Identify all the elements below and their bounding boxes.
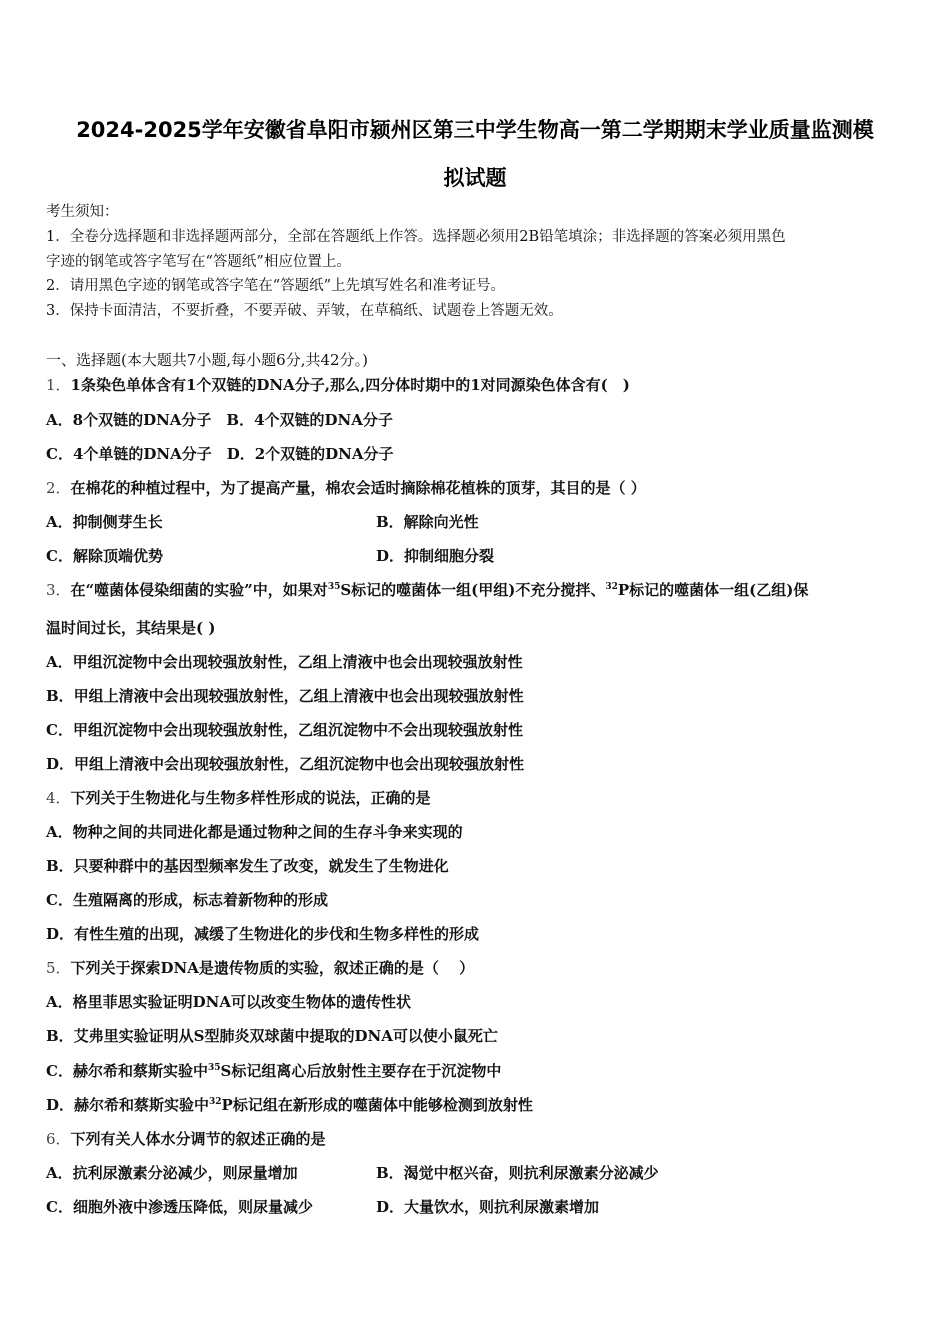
question-3 (46, 580, 808, 600)
isotope-35-sup: 35 (327, 582, 341, 592)
notice-heading: 考生须知： (46, 204, 119, 220)
question-stem: 下列有关人体水分调节的叙述正确的是 (70, 1130, 326, 1148)
question-5 (46, 958, 474, 978)
exam-title-line1: 2024-2025学年安徽省阜阳市颍州区第三中学生物高一第二学期期末学业质量监测模 (76, 118, 874, 142)
option-text-part2: P标记组在新形成的噬菌体中能够检测到放射性 (221, 1096, 533, 1114)
q2-option-b: B．解除向光性 (376, 513, 479, 531)
question-stem: 1条染色单体含有1个双链的DNA分子,那么,四分体时期中的1对同源染色体含有( ) (70, 376, 630, 394)
q5-option-d (46, 1095, 533, 1115)
question-number: 5． (46, 959, 71, 977)
question-number: 1． (46, 376, 71, 394)
q3-option-c: C．甲组沉淀物中会出现较强放射性，乙组沉淀物中不会出现较强放射性 (46, 721, 523, 739)
q4-option-d: D．有性生殖的出现，减缓了生物进化的步伐和生物多样性的形成 (46, 925, 480, 943)
question-1 (46, 375, 630, 395)
q6-option-d: D．大量饮水，则抗利尿激素增加 (376, 1198, 600, 1216)
q3-option-d: D．甲组上清液中会出现较强放射性，乙组沉淀物中也会出现较强放射性 (46, 755, 525, 773)
option-text-part2: S标记组离心后放射性主要存在于沉淀物中 (220, 1062, 502, 1080)
question-stem: 下列关于生物进化与生物多样性形成的说法，正确的是 (70, 789, 431, 807)
q6-option-c: C．细胞外液中渗透压降低，则尿量减少 (46, 1198, 313, 1216)
question-number: 2． (46, 479, 71, 497)
option-text-part1: C．赫尔希和蔡斯实验中 (46, 1062, 208, 1080)
q1-options-ab: A．8个双链的DNA分子 B．4个双链的DNA分子 (46, 411, 393, 429)
isotope-35-sup: 35 (207, 1063, 221, 1073)
q3-option-b: B．甲组上清液中会出现较强放射性，乙组上清液中也会出现较强放射性 (46, 687, 524, 705)
section-heading: 一、选择题(本大题共7小题,每小题6分,共42分。) (46, 351, 368, 369)
q1-options-cd: C．4个单链的DNA分子 D．2个双链的DNA分子 (46, 445, 394, 463)
q2-option-c: C．解除顶端优势 (46, 547, 163, 565)
question-4 (46, 788, 431, 808)
exam-title-line2: 拟试题 (443, 166, 507, 190)
q4-option-c: C．生殖隔离的形成，标志着新物种的形成 (46, 891, 328, 909)
q5-option-b: B．艾弗里实验证明从S型肺炎双球菌中提取的DNA可以使小鼠死亡 (46, 1027, 498, 1045)
question-number: 4． (46, 789, 71, 807)
q4-option-b: B．只要种群中的基因型频率发生了改变，就发生了生物进化 (46, 857, 449, 875)
question-stem-part3: P标记的噬菌体一组(乙组)保 (617, 581, 809, 599)
question-stem-part1: 在“噬菌体侵染细菌的实验”中，如果对 (70, 581, 328, 599)
q5-option-c (46, 1061, 501, 1081)
q6-option-a: A．抗利尿激素分泌减少，则尿量增加 (46, 1164, 298, 1182)
option-text-part1: D．赫尔希和蔡斯实验中 (46, 1096, 210, 1114)
q4-option-a: A．物种之间的共同进化都是通过物种之间的生存斗争来实现的 (46, 823, 463, 841)
question-stem: 在棉花的种植过程中，为了提高产量，棉农会适时摘除棉花植株的顶芽，其目的是（ ） (70, 479, 646, 497)
isotope-32-sup: 32 (605, 582, 618, 592)
q2-option-d: D．抑制细胞分裂 (376, 547, 495, 565)
notice-item-1b: 字迹的钢笔或答字笔写在“答题纸”相应位置上。 (46, 254, 351, 270)
q6-option-b: B．渴觉中枢兴奋，则抗利尿激素分泌减少 (376, 1164, 659, 1182)
notice-item-2: 2．请用黑色字迹的钢笔或答字笔在“答题纸”上先填写姓名和准考证号。 (46, 278, 506, 294)
question-number: 6． (46, 1130, 71, 1148)
question-number: 3． (46, 581, 71, 599)
question-stem-part2: S标记的噬菌体一组(甲组)不充分搅拌、 (340, 581, 606, 599)
q2-option-a: A．抑制侧芽生长 (46, 513, 163, 531)
notice-item-3: 3．保持卡面清洁，不要折叠，不要弄破、弄皱，在草稿纸、试题卷上答题无效。 (46, 303, 563, 319)
q3-option-a: A．甲组沉淀物中会出现较强放射性，乙组上清液中也会出现较强放射性 (46, 653, 523, 671)
question-3-stem-cont: 温时间过长，其结果是( ) (46, 619, 216, 637)
isotope-32-sup: 32 (209, 1097, 222, 1107)
q5-option-a: A．格里菲思实验证明DNA可以改变生物体的遗传性状 (46, 993, 411, 1011)
question-6 (46, 1129, 326, 1149)
question-2 (46, 478, 646, 498)
notice-item-1a: 1．全卷分选择题和非选择题两部分，全部在答题纸上作答。选择题必须用2B铅笔填涂；非选择题的答案必须用黑色 (46, 229, 786, 245)
question-stem: 下列关于探索DNA是遗传物质的实验，叙述正确的是（ ） (70, 959, 475, 977)
